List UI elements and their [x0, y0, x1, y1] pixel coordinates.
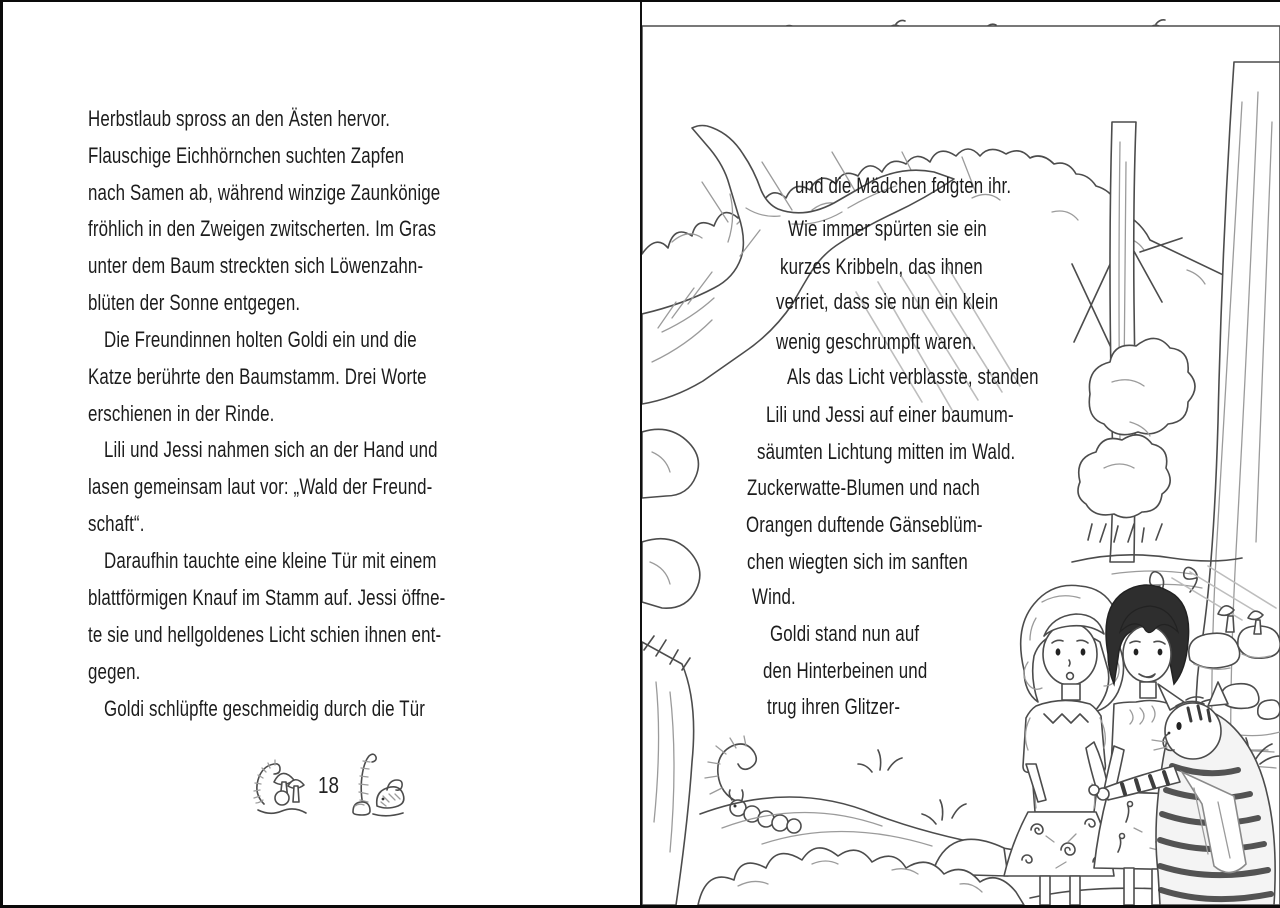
- top-edge-border: [0, 0, 1280, 2]
- story-line: chen wiegten sich im sanften: [747, 549, 968, 574]
- story-line: verriet, dass sie nun ein klein: [776, 289, 999, 314]
- story-line: unter dem Baum streckten sich Löwenzahn-: [88, 253, 424, 278]
- curled-creature: [377, 780, 404, 808]
- horsetail-plant: [359, 754, 376, 806]
- story-line: Goldi stand nun auf: [770, 621, 920, 646]
- story-line: Wie immer spürten sie ein: [788, 216, 987, 241]
- story-line: Zuckerwatte-Blumen und nach: [747, 475, 980, 500]
- mushrooms: [274, 773, 304, 805]
- story-line: Als das Licht verblasste, standen: [787, 364, 1039, 389]
- story-line: wenig geschrumpft waren.: [776, 329, 977, 354]
- story-line: fröhlich in den Zweigen zwitscherten. Im Gras: [88, 216, 437, 241]
- right-page: [642, 2, 1280, 905]
- fern-mushroom-vignette-icon: [250, 756, 310, 818]
- story-line: Herbstlaub spross an den Ästen hervor.: [88, 106, 391, 131]
- sprout-pebbles-vignette-icon: [347, 750, 409, 820]
- story-line: Goldi schlüpfte geschmeidig durch die Tür: [104, 696, 426, 721]
- story-line: Lili und Jessi nahmen sich an der Hand und: [104, 437, 438, 462]
- story-line: Flauschige Eichhörnchen suchten Zapfen: [88, 143, 405, 168]
- story-line: lasen gemeinsam laut vor: „Wald der Freund-: [88, 474, 433, 499]
- story-line: gegen.: [88, 659, 141, 684]
- story-line: te sie und hellgoldenes Licht schien ihnen ent-: [88, 622, 442, 647]
- story-line: Die Freundinnen holten Goldi ein und die: [104, 327, 417, 352]
- story-line: trug ihren Glitzer-: [767, 694, 901, 719]
- story-line: nach Samen ab, während winzige Zaunkönige: [88, 180, 441, 205]
- left-edge-border: [0, 0, 3, 908]
- story-line: erschienen in der Rinde.: [88, 401, 275, 426]
- story-line: Daraufhin tauchte eine kleine Tür mit einem: [104, 548, 437, 573]
- story-line: säumten Lichtung mitten im Wald.: [757, 439, 1016, 464]
- story-line: kurzes Kribbeln, das ihnen: [780, 254, 983, 279]
- story-line: Orangen duftende Gänseblüm-: [746, 512, 983, 537]
- story-line: schaft“.: [88, 511, 145, 536]
- right-page-text: [642, 2, 1280, 905]
- story-line: Katze berührte den Baumstamm. Drei Worte: [88, 364, 427, 389]
- story-line: Wind.: [752, 584, 796, 609]
- ground-squiggle: [258, 809, 306, 813]
- story-line: den Hinterbeinen und: [763, 658, 928, 683]
- story-line: blattförmigen Knauf im Stamm auf. Jessi öffne-: [88, 585, 446, 610]
- story-line: und die Mädchen folgten ihr.: [795, 173, 1012, 198]
- page-number: 18: [318, 772, 339, 798]
- story-line: Lili und Jessi auf einer baumum-: [766, 402, 1014, 427]
- story-line: blüten der Sonne entgegen.: [88, 290, 301, 315]
